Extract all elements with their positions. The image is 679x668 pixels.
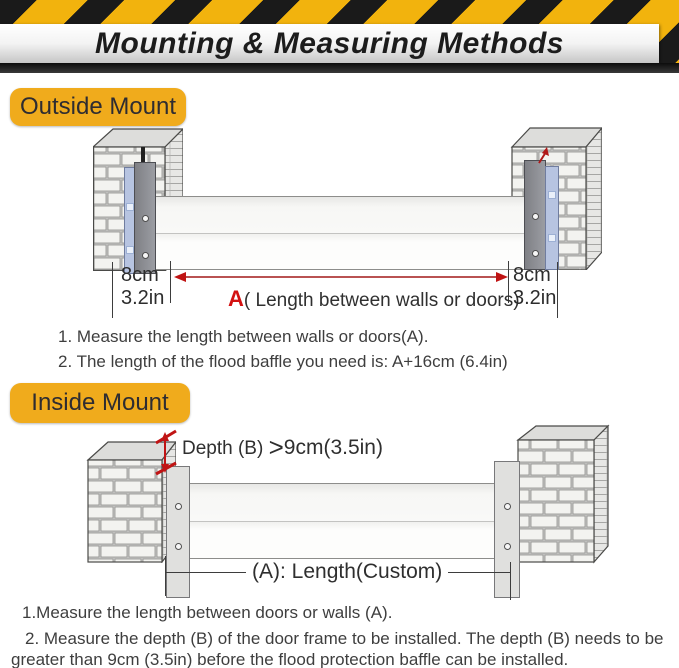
dimension-tick [112,262,113,318]
screw-icon [142,252,149,259]
screw-icon [504,543,511,550]
flood-barrier-panel-outside [152,196,531,270]
dimension-tick [165,556,166,596]
brick-pillar-inside-right [516,424,610,564]
dimension-label [228,286,520,312]
dimension-tick [170,261,171,303]
title-band [0,24,659,63]
screw-icon [175,543,182,550]
length-dimension-label: (A): Length(Custom) [252,560,443,583]
bracket-pointer-icon [535,147,551,165]
mounting-bracket-right [524,160,546,270]
depth-indicator-icon [152,426,182,478]
page-title: Mounting & Measuring Methods [95,26,564,60]
screw-icon [142,215,149,222]
inside-mount-step-2: 2. Measure the depth (B) of the door frame to be installed. The depth (B) needs to be greater than 9cm (3.5in) before the flood protection baffle can be installed. [11,629,664,668]
seal-dot [548,191,556,199]
screw-icon [532,250,539,257]
screw-icon [504,503,511,510]
mounting-bracket-left [134,162,156,274]
outside-mount-badge [10,88,186,126]
panel-lower-band [153,233,530,269]
dimension-line [448,572,510,573]
length-arrow-icon [173,268,509,286]
gap-inch: 3.2in [513,287,557,309]
depth-label [182,432,383,463]
wall-seal-strip-right [545,166,559,270]
gap-label-right [513,264,556,310]
dimension-tick [557,262,558,318]
outside-mount-steps [58,324,508,374]
panel-groove-line [153,233,530,234]
dimension-line [166,572,246,573]
gap-inch: 3.2in [121,287,165,309]
dimension-symbol: A [228,286,244,311]
instruction-step: 1. Measure the length between walls or doors(A). [58,327,429,346]
seal-dot [126,246,134,254]
dimension-tick [510,562,511,600]
panel-groove-line [189,521,495,522]
mounting-plate-right [494,461,520,598]
greater-than-sign: > [268,432,284,462]
inside-mount-badge-label: Inside Mount [31,389,169,416]
screw-icon [175,503,182,510]
gap-cm: 8cm [121,264,159,286]
flood-barrier-panel-inside [188,483,496,559]
gap-label-left [121,264,164,310]
depth-value: 9cm(3.5in) [283,436,383,459]
instruction-step: 2. The length of the flood baffle you need is: A+16cm (6.4in) [58,352,508,371]
screw-icon [532,213,539,220]
gap-cm: 8cm [513,264,551,286]
outside-mount-badge-label: Outside Mount [19,93,177,120]
banner-base-strip [0,63,679,73]
seal-dot [126,203,134,211]
panel-lower-band [189,521,495,558]
mounting-plate-left [166,466,190,598]
inside-mount-step-1: 1.Measure the length between doors or walls (A). [22,603,393,622]
inside-mount-badge [10,383,190,423]
depth-prefix: Depth (B) [182,438,269,459]
seal-dot [548,234,556,242]
dimension-caption: ( Length between walls or doors) [243,290,520,311]
